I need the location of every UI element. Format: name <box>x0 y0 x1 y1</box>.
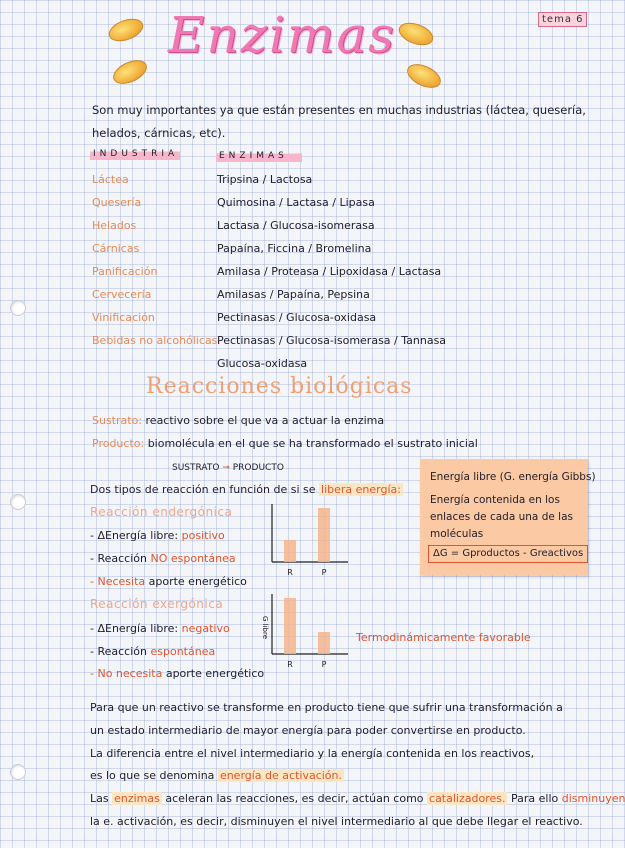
industry-label: Cervecería <box>92 288 152 301</box>
topic-tag: tema 6 <box>538 12 587 27</box>
sticky-note <box>420 459 596 575</box>
decrease-term: disminuyen <box>561 792 625 805</box>
bullet-text: - Reacción <box>90 645 147 658</box>
paragraph-text: Para ello <box>510 792 559 805</box>
enzyme-list: Lactasa / Glucosa-isomerasa <box>217 219 375 232</box>
enzyme-list: Quimosina / Lactasa / Lipasa <box>217 196 375 209</box>
enzyme-list: Amilasa / Proteasa / Lipoxidasa / Lactasa <box>217 265 442 278</box>
paragraph-text: Las <box>90 792 109 805</box>
enzyme-list: Amilasas / Papaína, Pepsina <box>217 288 370 301</box>
enzymes-term: enzimas <box>114 792 160 805</box>
flow-from: SUSTRATO <box>172 463 220 473</box>
endergonic-chart <box>262 500 352 580</box>
bullet-value: espontánea <box>150 645 216 658</box>
paragraph-line: La diferencia entre el nivel intermediario y la energía contenida en los reactivos, <box>90 747 535 760</box>
bullet-text: aporte energético <box>165 667 265 680</box>
binder-hole <box>10 300 26 316</box>
chart-label-p: P <box>321 660 327 669</box>
section-title: Reacciones biológicas <box>146 374 413 399</box>
note-line: Energía contenida en los <box>430 494 560 506</box>
industry-label: Bebidas no alcohólicas <box>92 334 218 347</box>
paragraph-line: Para que un reactivo se transforme en producto tiene que sufrir una transformación a <box>90 701 563 714</box>
industry-label: Quesería <box>92 196 142 209</box>
bullet-value: NO espontánea <box>150 552 236 565</box>
thermo-note: Termodinámicamente favorable <box>356 631 531 644</box>
sustrato-text: reactivo sobre el que va a actuar la enzima <box>145 414 385 427</box>
exergonic-title: Reacción exergónica <box>90 597 224 611</box>
exergonic-bullet <box>90 668 264 680</box>
bullet-text: - ΔEnergía libre: <box>90 529 179 542</box>
producto-text: biomolécula en el que se ha transformado el sustrato inicial <box>147 437 478 450</box>
industry-label: Cárnicas <box>92 242 140 255</box>
chart-label-r: R <box>287 568 293 577</box>
enzyme-list: Pectinasas / Glucosa-isomerasa / Tannasa <box>217 334 447 347</box>
table-header-enzymes: ENZIMAS <box>216 150 302 162</box>
industry-label: Vinificación <box>92 311 155 324</box>
flow-to: PRODUCTO <box>232 463 284 473</box>
industry-label: Panificación <box>92 265 158 278</box>
types-highlight: libera energía: <box>321 483 401 496</box>
industry-label: Láctea <box>92 173 129 186</box>
intro-line-2: helados, cárnicas, etc). <box>92 126 226 140</box>
seed-icon <box>106 14 147 45</box>
sustrato-definition <box>92 415 384 427</box>
intro-line-1: Son muy importantes ya que están presentes en muchas industrias (láctea, quesería, <box>92 103 586 117</box>
gibbs-formula: ΔG = Gproductos - Greactivos <box>428 545 588 563</box>
types-text: Dos tipos de reacción en función de si se <box>90 483 316 496</box>
note-line: enlaces de cada una de las <box>430 511 573 523</box>
reaction-types-line <box>90 484 403 496</box>
bullet-text: aporte energético <box>148 575 247 588</box>
bar-reactivo <box>284 540 296 562</box>
arrow-right-icon: ➞ <box>222 463 230 473</box>
bar-reactivo <box>284 598 296 654</box>
bullet-text: - Reacción <box>90 552 147 565</box>
exergonic-bullet <box>90 623 230 635</box>
paragraph-line: la e. activación, es decir, disminuyen el nivel intermediario al que debe llegar el reactivo. <box>90 815 583 828</box>
bullet-value: positivo <box>181 529 225 542</box>
table-header-industry: INDUSTRIA <box>90 148 180 160</box>
paragraph-line <box>90 793 625 805</box>
enzyme-list: Tripsina / Lactosa <box>217 173 313 186</box>
seed-icon <box>403 59 444 92</box>
paragraph-text: es lo que se denomina <box>90 769 215 782</box>
bar-producto <box>318 632 330 654</box>
enzyme-list-extra: Glucosa-oxidasa <box>217 357 308 370</box>
seed-icon <box>109 55 150 88</box>
paragraph-line <box>90 770 344 782</box>
paragraph-line: un estado intermediario de mayor energía para poder convertirse en producto. <box>90 724 526 737</box>
chart-label-r: R <box>287 660 293 669</box>
exergonic-bullet <box>90 646 215 658</box>
catalysts-term: catalizadores. <box>429 792 506 805</box>
bullet-value: negativo <box>181 622 230 635</box>
producto-definition <box>92 438 478 450</box>
endergonic-title: Reacción endergónica <box>90 505 233 519</box>
page-title: Enzimas <box>168 6 396 64</box>
binder-hole <box>10 494 26 510</box>
sustrato-term: Sustrato: <box>92 414 143 427</box>
seed-icon <box>396 18 437 49</box>
exergonic-chart <box>252 592 352 672</box>
paragraph-text: aceleran las reacciones, es decir, actúan como <box>165 792 424 805</box>
chart-ylabel: G libre <box>261 616 269 640</box>
bullet-value: - No necesita <box>90 667 163 680</box>
endergonic-bullet <box>90 553 236 565</box>
bullet-value: - Necesita <box>90 575 146 588</box>
enzyme-list: Pectinasas / Glucosa-oxidasa <box>217 311 377 324</box>
bullet-text: - ΔEnergía libre: <box>90 622 179 635</box>
activation-energy-term: energía de activación. <box>219 769 343 782</box>
endergonic-bullet <box>90 530 225 542</box>
note-title: Energía libre (G. energía Gibbs) <box>430 471 596 483</box>
endergonic-bullet <box>90 576 247 588</box>
binder-hole <box>10 764 26 780</box>
note-line: moléculas <box>430 528 484 540</box>
producto-term: Producto: <box>92 437 145 450</box>
enzyme-list: Papaína, Ficcina / Bromelina <box>217 242 372 255</box>
industry-label: Helados <box>92 219 137 232</box>
chart-label-p: P <box>321 568 327 577</box>
reaction-flow <box>172 462 284 474</box>
bar-producto <box>318 508 330 562</box>
